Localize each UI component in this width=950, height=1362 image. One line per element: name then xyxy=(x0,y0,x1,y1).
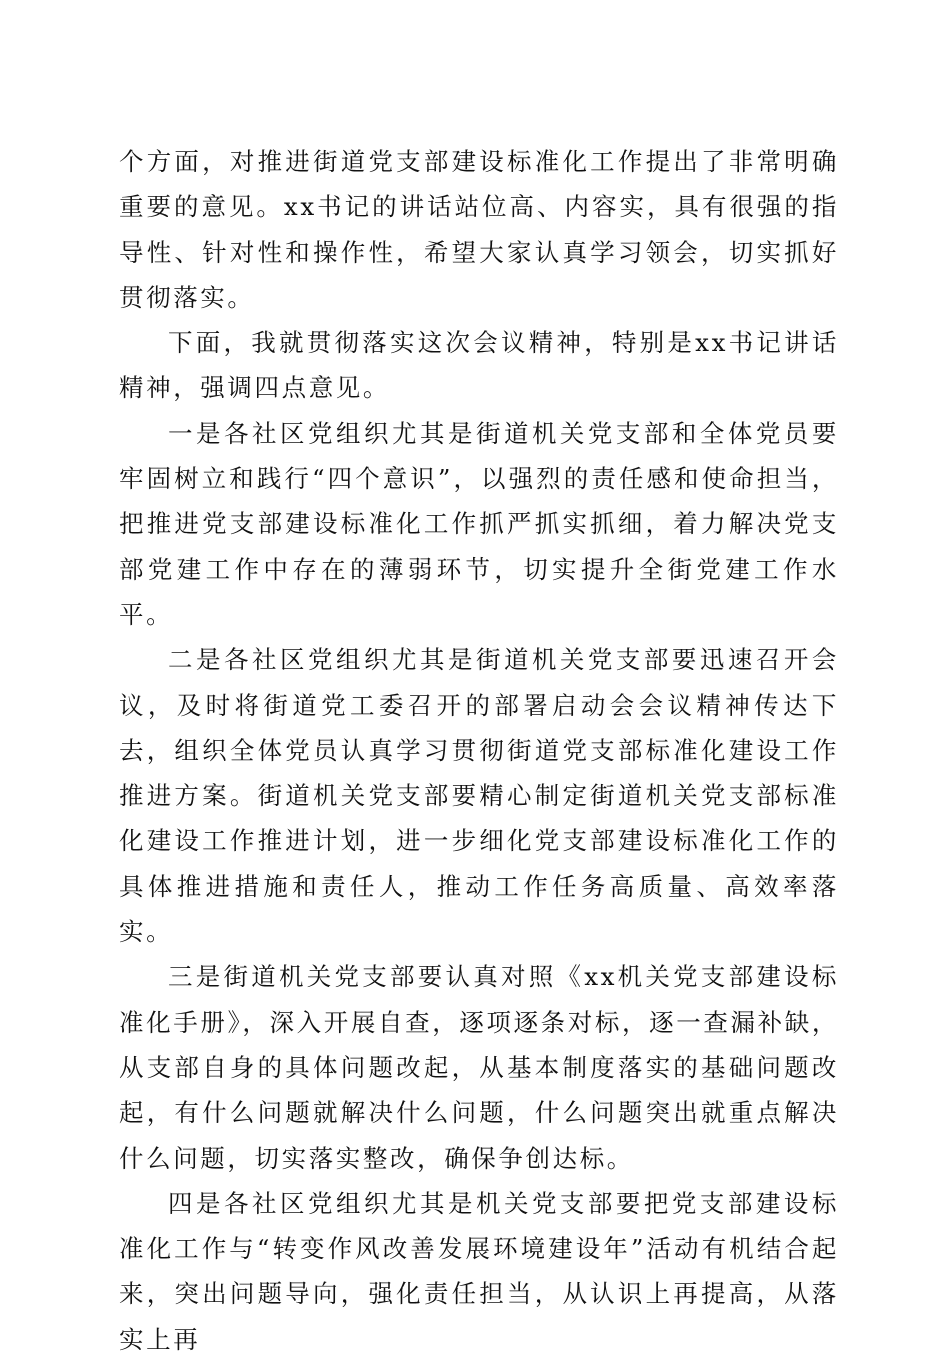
paragraph-point-four: 四是各社区党组织尤其是机关党支部要把党支部建设标准化工作与“转变作风改善发展环境建设年”活动有机结合起来，突出问题导向，强化责任担当，从认识上再提高，从落实上再 xyxy=(119,1188,839,1354)
paragraph-point-three: 三是街道机关党支部要认真对照《xx机关党支部建设标准化手册》，深入开展自查，逐项逐条对标，逐一查漏补缺，从支部自身的具体问题改起，从基本制度落实的基础问题改起，有什么问题就解决什么问题，什么问题突出就重点解决什么问题，切实落实整改，确保争创达标。 xyxy=(119,962,839,1173)
document-body xyxy=(119,139,839,1362)
paragraph-continuation: 个方面，对推进街道党支部建设标准化工作提出了非常明确重要的意见。xx书记的讲话站位高、内容实，具有很强的指导性、针对性和操作性，希望大家认真学习领会，切实抓好贯彻落实。 xyxy=(119,147,839,312)
paragraph-intro: 下面，我就贯彻落实这次会议精神，特别是xx书记讲话精神，强调四点意见。 xyxy=(119,328,839,403)
paragraph-point-one: 一是各社区党组织尤其是街道机关党支部和全体党员要牢固树立和践行“四个意识”，以强烈的责任感和使命担当，把推进党支部建设标准化工作抓严抓实抓细，着力解决党支部党建工作中存在的薄弱环节，切实提升全街党建工作水平。 xyxy=(119,418,839,629)
paragraph-point-two: 二是各社区党组织尤其是街道机关党支部要迅速召开会议，及时将街道党工委召开的部署启动会会议精神传达下去，组织全体党员认真学习贯彻街道党支部标准化建设工作推进方案。街道机关党支部要精心制定街道机关党支部标准化建设工作推进计划，进一步细化党支部建设标准化工作的具体推进措施和责任人，推动工作任务高质量、高效率落实。 xyxy=(119,645,839,947)
